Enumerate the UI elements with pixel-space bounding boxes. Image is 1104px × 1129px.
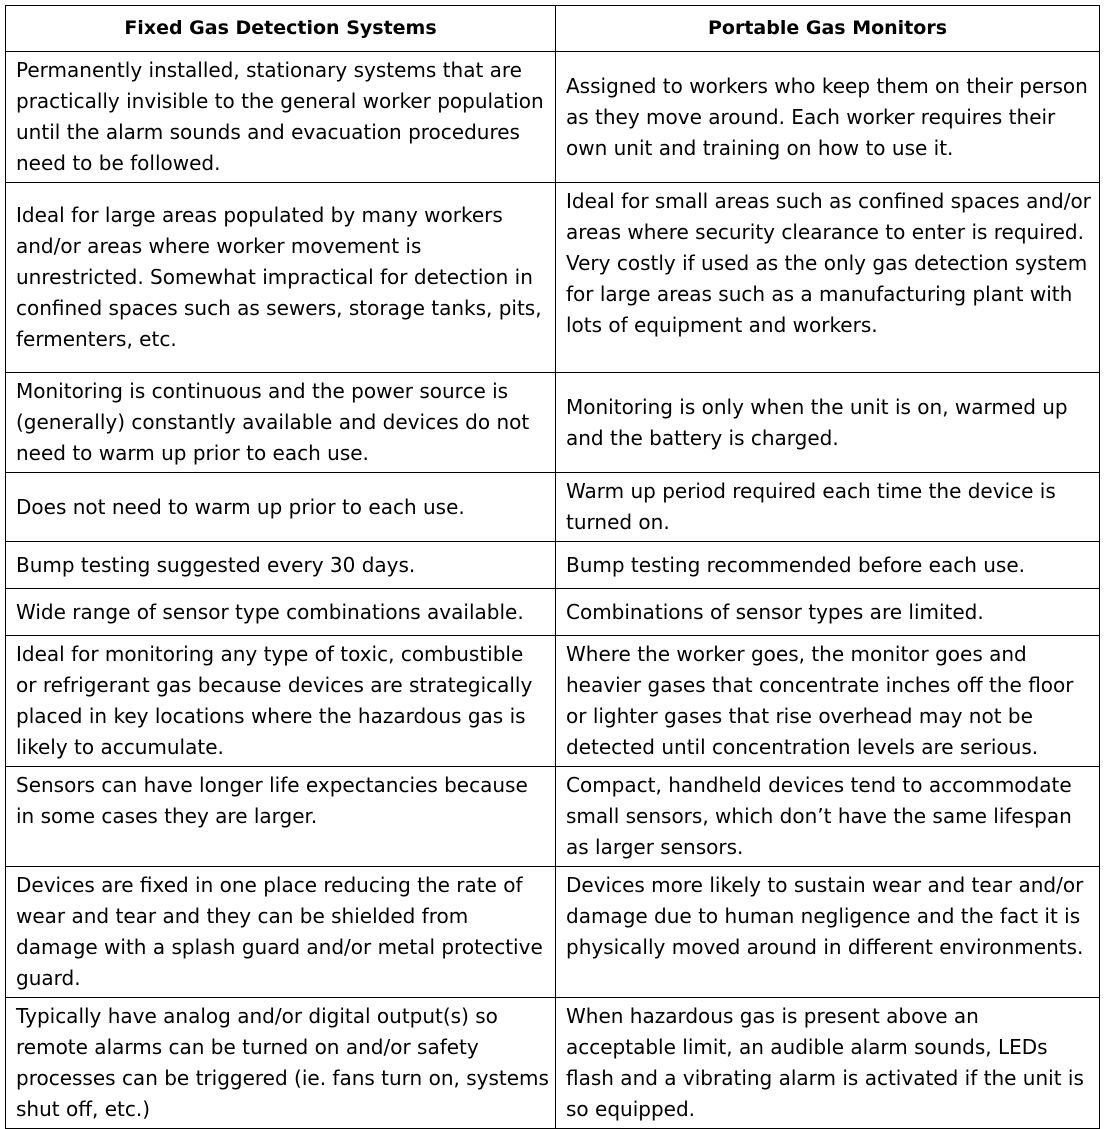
portable-cell: [556, 767, 1100, 867]
table-row: [6, 636, 1100, 767]
table-row: [6, 767, 1100, 867]
cell-text: Devices more likely to sustain wear and tear and/or damage due to human negligence and the fact it is physically moved around in different environments.: [566, 873, 1084, 959]
fixed-cell: [6, 998, 556, 1129]
column-header-portable: Portable Gas Monitors: [556, 6, 1100, 52]
cell-text: Typically have analog and/or digital output(s) so remote alarms can be turned on and/or safety processes can be triggered (ie. fans turn on, systems shut off, etc.): [16, 1004, 549, 1121]
table-header-row: [6, 6, 1100, 52]
portable-cell: [556, 373, 1100, 473]
cell-text: Monitoring is continuous and the power source is (generally) constantly available and devices do not need to warm up prior to each use.: [16, 379, 530, 465]
fixed-cell: [6, 767, 556, 867]
cell-text: Ideal for large areas populated by many workers and/or areas where worker movement is unrestricted. Somewhat impractical for detection in confined spaces such as sewers, storage tanks, pits, fermenters, etc.: [16, 203, 542, 351]
table-row: [6, 52, 1100, 183]
cell-text: Warm up period required each time the device is turned on.: [566, 479, 1056, 534]
cell-text: Wide range of sensor type combinations available.: [16, 599, 524, 624]
cell-text: Bump testing recommended before each use.: [566, 552, 1026, 577]
comparison-table: [5, 5, 1100, 1129]
fixed-cell: [6, 867, 556, 998]
portable-cell: [556, 473, 1100, 542]
fixed-cell: [6, 542, 556, 589]
cell-text: Where the worker goes, the monitor goes and heavier gases that concentrate inches off the floor or lighter gases that rise overhead may not be detected until concentration levels are serious.: [566, 642, 1074, 759]
portable-cell: [556, 52, 1100, 183]
column-header-fixed: Fixed Gas Detection Systems: [6, 6, 556, 52]
portable-cell: [556, 636, 1100, 767]
cell-text: Ideal for small areas such as confined spaces and/or areas where security clearance to enter is required. Very costly if used as the only gas detection system for large areas such as a manufacturing plant with lots of equipment and workers.: [566, 189, 1091, 337]
portable-cell: [556, 589, 1100, 636]
portable-cell: [556, 867, 1100, 998]
table-row: [6, 373, 1100, 473]
cell-text: Sensors can have longer life expectancies because in some cases they are larger.: [16, 773, 528, 828]
table-row: [6, 542, 1100, 589]
table-row: [6, 183, 1100, 373]
fixed-cell: [6, 589, 556, 636]
fixed-cell: [6, 473, 556, 542]
cell-text: Combinations of sensor types are limited.: [566, 599, 984, 624]
table-row: [6, 998, 1100, 1129]
cell-text: Does not need to warm up prior to each use.: [16, 494, 465, 519]
fixed-cell: [6, 52, 556, 183]
cell-text: Assigned to workers who keep them on their person as they move around. Each worker requires their own unit and training on how to use it.: [566, 73, 1088, 160]
cell-text: Monitoring is only when the unit is on, warmed up and the battery is charged.: [566, 394, 1068, 450]
cell-text: Bump testing suggested every 30 days.: [16, 552, 416, 577]
portable-cell: [556, 183, 1100, 373]
portable-cell: [556, 542, 1100, 589]
table-row: [6, 473, 1100, 542]
fixed-cell: [6, 183, 556, 373]
fixed-cell: [6, 636, 556, 767]
fixed-cell: [6, 373, 556, 473]
table-row: [6, 867, 1100, 998]
table-row: [6, 589, 1100, 636]
portable-cell: [556, 998, 1100, 1129]
cell-text: When hazardous gas is present above an acceptable limit, an audible alarm sounds, LEDs flash and a vibrating alarm is activated if the unit is so equipped.: [566, 1004, 1084, 1121]
cell-text: Ideal for monitoring any type of toxic, combustible or refrigerant gas because devices are strategically placed in key locations where the hazardous gas is likely to accumulate.: [16, 642, 533, 759]
cell-text: Permanently installed, stationary systems that are practically invisible to the general worker population until the alarm sounds and evacuation procedures need to be followed.: [16, 58, 544, 175]
cell-text: Devices are fixed in one place reducing the rate of wear and tear and they can be shielded from damage with a splash guard and/or metal protective guard.: [16, 873, 543, 990]
cell-text: Compact, handheld devices tend to accommodate small sensors, which don’t have the same lifespan as larger sensors.: [566, 773, 1072, 859]
